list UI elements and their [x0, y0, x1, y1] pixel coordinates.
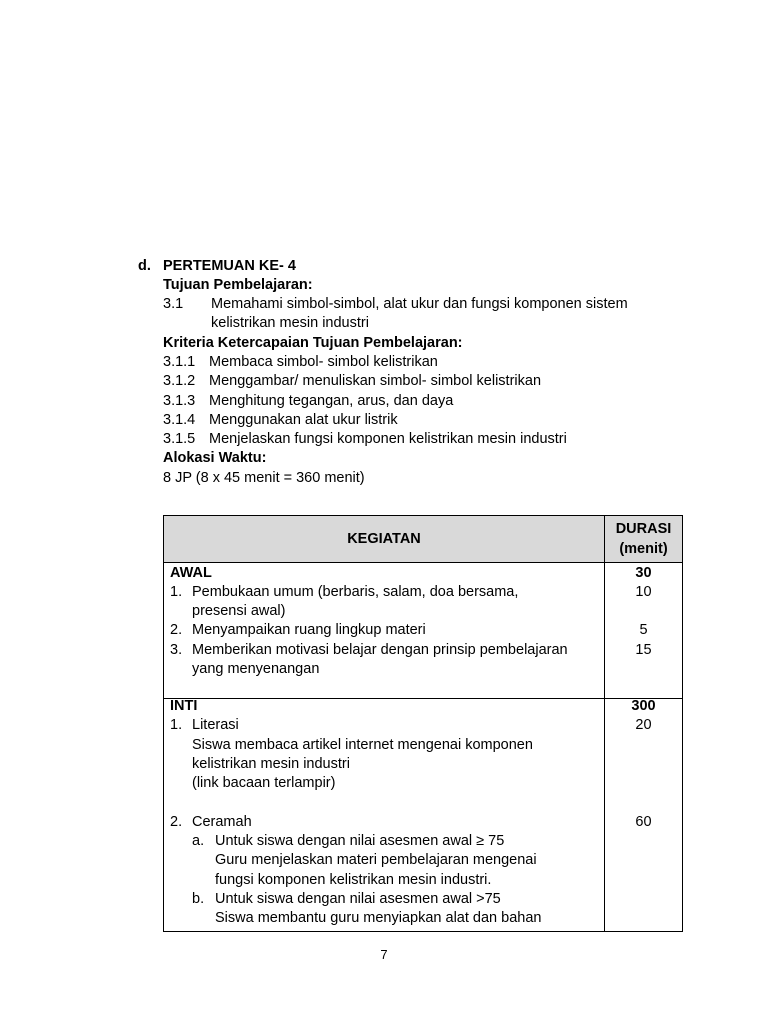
tujuan-label: Tujuan Pembelajaran:: [163, 277, 313, 293]
kriteria-item-text: Menggunakan alat ukur listrik: [209, 412, 398, 428]
kriteria-item-number: 3.1.1: [163, 354, 196, 370]
activity-table: [163, 515, 683, 932]
duration-value: 5: [639, 622, 648, 638]
inti-durasi-cell: [605, 699, 683, 932]
section-marker: d.: [138, 258, 151, 274]
table-row-inti: [164, 699, 683, 932]
table-header-row: [164, 516, 683, 563]
kriteria-item-text: Menghitung tegangan, arus, dan daya: [209, 393, 454, 409]
sub-item-text: Untuk siswa dengan nilai asesmen awal >75: [215, 891, 501, 907]
alokasi-value: 8 JP (8 x 45 menit = 360 menit): [163, 470, 365, 486]
literasi-link-note: (link bacaan terlampir): [192, 775, 336, 791]
sub-item-text-cont: Siswa membantu guru menyiapkan alat dan bahan: [215, 910, 542, 926]
page-number: 7: [380, 947, 388, 962]
tujuan-item-text: Memahami simbol-simbol, alat ukur dan fungsi komponen sistem: [211, 296, 628, 312]
kriteria-item-number: 3.1.3: [163, 393, 196, 409]
duration-value: 20: [635, 717, 652, 733]
tujuan-item-number: 3.1: [163, 296, 184, 312]
list-item-text-cont: yang menyenangan: [192, 661, 320, 677]
inti-kegiatan-cell: [164, 699, 605, 932]
sub-item-marker: a.: [192, 833, 205, 849]
awal-total-duration: 30: [635, 565, 652, 581]
kriteria-item-number: 3.1.5: [163, 431, 196, 447]
literasi-title: Literasi: [192, 717, 239, 733]
alokasi-label: Alokasi Waktu:: [163, 450, 267, 466]
sub-item-marker: b.: [192, 891, 205, 907]
awal-durasi-cell: [605, 563, 683, 699]
sub-item-text-cont: Guru menjelaskan materi pembelajaran mengenai: [215, 852, 537, 868]
kriteria-label: Kriteria Ketercapaian Tujuan Pembelajaran:: [163, 335, 463, 351]
kriteria-item-number: 3.1.2: [163, 373, 196, 389]
duration-value: 10: [635, 584, 652, 600]
kriteria-item-text: Menggambar/ menuliskan simbol- simbol kelistrikan: [209, 373, 542, 389]
list-item-number: 2.: [170, 622, 183, 638]
list-item-number: 2.: [170, 814, 183, 830]
literasi-description: Siswa membaca artikel internet mengenai komponen: [192, 737, 533, 753]
literasi-description: kelistrikan mesin industri: [192, 756, 350, 772]
kriteria-item-text: Membaca simbol- simbol kelistrikan: [209, 354, 438, 370]
inti-title: INTI: [170, 698, 198, 714]
list-item-number: 1.: [170, 584, 183, 600]
list-item-text: Memberikan motivasi belajar dengan prinsip pembelajaran: [192, 642, 568, 658]
list-item-text: Menyampaikan ruang lingkup materi: [192, 622, 426, 638]
awal-kegiatan-cell: [164, 563, 605, 699]
section-title: PERTEMUAN KE- 4: [163, 258, 296, 274]
table-row-awal: [164, 563, 683, 699]
sub-item-text: Untuk siswa dengan nilai asesmen awal ≥ 75: [215, 833, 505, 849]
header-kegiatan: KEGIATAN: [164, 516, 605, 563]
kriteria-item-number: 3.1.4: [163, 412, 196, 428]
ceramah-title: Ceramah: [192, 814, 252, 830]
sub-item-text-cont: fungsi komponen kelistrikan mesin industri.: [215, 872, 492, 888]
list-item-number: 1.: [170, 717, 183, 733]
list-item-text: Pembukaan umum (berbaris, salam, doa bersama,: [192, 584, 519, 600]
duration-value: 60: [635, 814, 652, 830]
awal-title: AWAL: [170, 565, 212, 581]
kriteria-item-text: Menjelaskan fungsi komponen kelistrikan mesin industri: [209, 431, 567, 447]
header-durasi: DURASI (menit): [605, 516, 683, 563]
list-item-text-cont: presensi awal): [192, 603, 286, 619]
list-item-number: 3.: [170, 642, 183, 658]
duration-value: 15: [635, 642, 652, 658]
inti-total-duration: 300: [631, 698, 656, 714]
tujuan-item-text-cont: kelistrikan mesin industri: [211, 315, 369, 331]
